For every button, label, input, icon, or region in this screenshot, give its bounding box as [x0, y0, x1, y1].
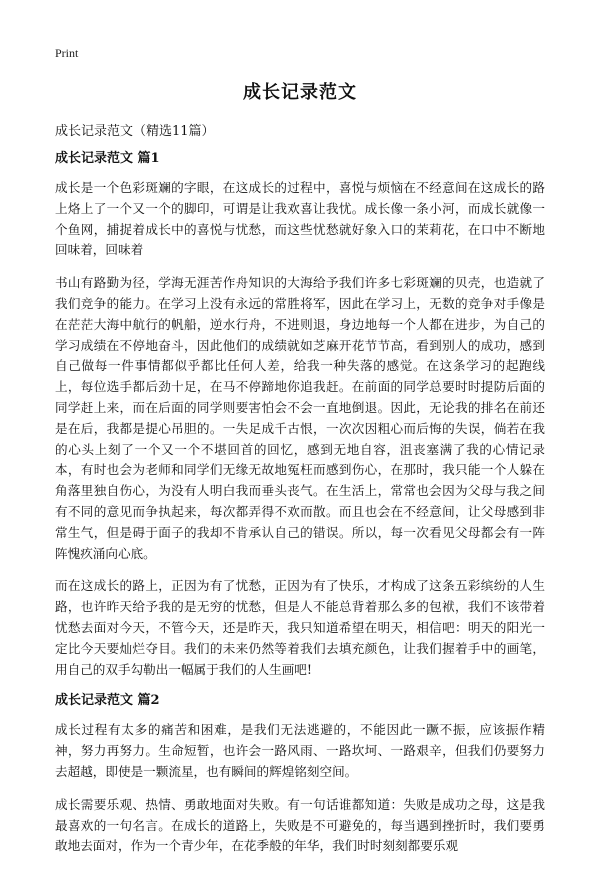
- paragraph: 成长是一个色彩斑斓的字眼，在这成长的过程中，喜悦与烦恼在不经意间在这成长的路上烙上了一个又一个的脚印，可谓是让我欢喜让我忧。成长像一条小河，而成长就像一个鱼网，捕捉着成长中的喜悦与忧愁，而这些忧愁就好象入口的茉莉花，在口中不断地回味着，回味着: [55, 180, 545, 258]
- section-heading: 成长记录范文 篇1: [55, 151, 160, 166]
- paragraph: 而在这成长的路上，正因为有了忧愁，正因为有了快乐，才构成了这条五彩缤纷的人生路，也许昨天给予我的是无穷的忧愁，但是人不能总背着那么多的包袱，我们不该带着忧愁去面对今天，不管今天，还是昨天，我只知道希望在明天，相信吧：明天的阳光一定比今天要灿烂夺目。我们的未来仍然等着我们去填充颜色，让我们握着手中的画笔，用自己的双手勾勒出一幅属于我们的人生画吧!: [55, 578, 545, 677]
- section-heading: 成长记录范文 篇2: [55, 693, 160, 709]
- paragraph: 成长需要乐观、热情、勇敢地面对失败。有一句话谁都知道：失败是成功之母，这是我最喜欢的一句名言。在成长的道路上，失败是不可避免的，每当遇到挫折时，我们要勇敢地去面对，作为一个青少年，在花季般的年华，我们时时刻刻都要乐观: [55, 796, 545, 854]
- paragraph: 书山有路勤为径，学海无涯苦作舟知识的大海给予我们许多七彩斑斓的贝壳，也造就了我们竞争的能力。在学习上没有永远的常胜将军，因此在学习上，无数的竞争对手像是在茫茫大海中航行的帆船，逆水行舟，不进则退，身边地每一个人都在进步，为自己的学习成绩在不停地奋斗，因此他们的成绩就如芝麻开花节节高，看到别人的成功，感到自己做每一件事情都似乎都比任何人差，给我一种失落的感觉。在这条学习的起跑线上，每位选手都后劲十足，在马不停蹄地你追我赶。在前面的同学总要时时提防后面的同学赶上来，而在后面的同学则要害怕会不会一直地倒退。因此，无论我的排名在前还是在后，我都是提心吊胆的。一失足成千古恨，一次次因粗心而后悔的失误，倘若在我的心头上刻了一个又一个不堪回首的回忆，感到无地自容，沮丧塞满了我的心情记录本，有时也会为老师和同学们无缘无故地冤枉而感到伤心，在那时，我只能一个人躲在角落里独自伤心，为没有人明白我而垂头丧气。在生活上，常常也会因为父母与我之间有不同的意见而争执起来，每次都弄得不欢而散。而且也会在不经意间，让父母感到非常生气，但是碍于面子的我却不肯承认自己的错误。所以，每一次看见父母都会有一阵阵愧疚涌向心底。: [55, 275, 545, 561]
- page-title: 成长记录范文: [243, 82, 357, 103]
- document-body: [55, 150, 545, 869]
- paragraph: 成长过程有太多的痛苦和困难，是我们无法逃避的，不能因此一蹶不振，应该振作精神，努力再努力。生命短暂，也许会一路风雨、一路坎坷、一路艰辛，但我们仍要努力去超越，即使是一颗流星，也有瞬间的辉煌铭刻空间。: [55, 722, 545, 779]
- section-1: [55, 150, 545, 680]
- section-2: [55, 692, 545, 857]
- document-subtitle: 成长记录范文（精选11篇）: [55, 124, 215, 139]
- print-link[interactable]: Print: [55, 46, 79, 60]
